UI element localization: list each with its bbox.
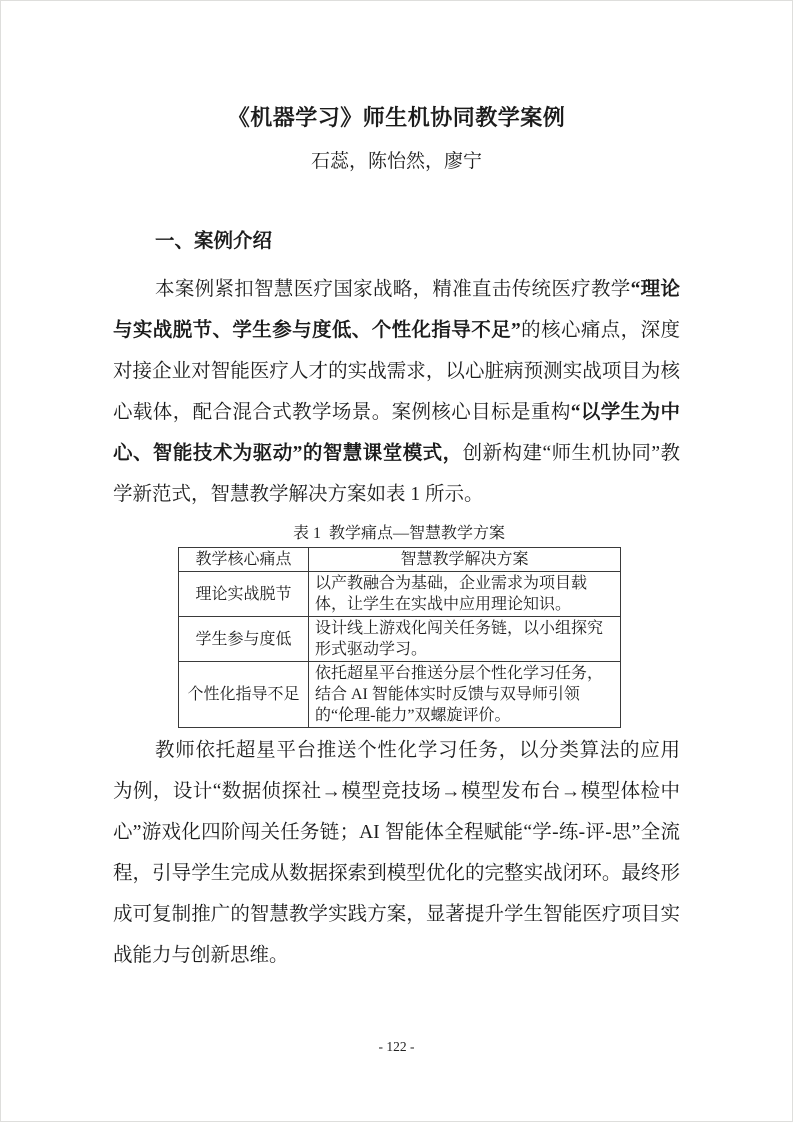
table-row (179, 617, 621, 662)
table-row (179, 572, 621, 617)
pain-solution-table (178, 547, 621, 728)
paragraph-case-overview (113, 269, 680, 515)
table-cell-pain: 学生参与度低 (179, 617, 309, 662)
table-caption: 表 1 教学痛点—智慧教学方案 (292, 525, 505, 542)
table-cell-solution: 设计线上游戏化闯关任务链，以小组探究形式驱动学习。 (309, 617, 621, 662)
document-title: 《机器学习》师生机协同教学案例 (227, 105, 566, 130)
paragraph-text-run: 创新构建“师生机协同”教学新范式，智慧教学解决方案如表 1 所示。 (113, 443, 680, 505)
section-heading-case-intro: 一、案例介绍 (155, 231, 273, 252)
table-header-solution: 智慧教学解决方案 (309, 548, 621, 572)
table-cell-pain: 个性化指导不足 (179, 662, 309, 728)
paragraph-bold-run-classroom-model: “以学生为中心、智能技术为驱动”的智慧课堂模式， (113, 402, 680, 464)
paragraph-text-run: 的核心痛点，深度对接企业对智能医疗人才的实战需求，以心脏病预测实战项目为核心载体，配合混合式教学场景。案例核心目标是重构 (113, 320, 680, 423)
page-number: - 122 - (378, 1039, 415, 1054)
paragraph-implementation: 教师依托超星平台推送个性化学习任务，以分类算法的应用为例，设计“数据侦探社→模型竞技场→模型发布台→模型体检中心”游戏化四阶闯关任务链；AI 智能体全程赋能“学-练-评-思”全流程，引导学生完成从数据探索到模型优化的完整实战闭环。最终形成可复制推广的智慧教学实践方案，显著提升学生智能医疗项目实战能力与创新思维。 (113, 740, 680, 966)
table-cell-solution: 依托超星平台推送分层个性化学习任务，结合 AI 智能体实时反馈与双导师引领的“伦理-能力”双螺旋评价。 (309, 662, 621, 728)
paragraph-text-run: 本案例紧扣智慧医疗国家战略，精准直击传统医疗教学 (155, 279, 631, 300)
table-cell-pain: 理论实战脱节 (179, 572, 309, 617)
paragraph-bold-run-pain-points: “理论与实战脱节、学生参与度低、个性化指导不足” (113, 279, 680, 341)
table-row (179, 662, 621, 728)
table-cell-solution: 以产教融合为基础，企业需求为项目载体，让学生在实战中应用理论知识。 (309, 572, 621, 617)
table-header-row (179, 548, 621, 572)
table-header-pain: 教学核心痛点 (179, 548, 309, 572)
document-authors: 石蕊，陈怡然，廖宁 (310, 151, 482, 172)
